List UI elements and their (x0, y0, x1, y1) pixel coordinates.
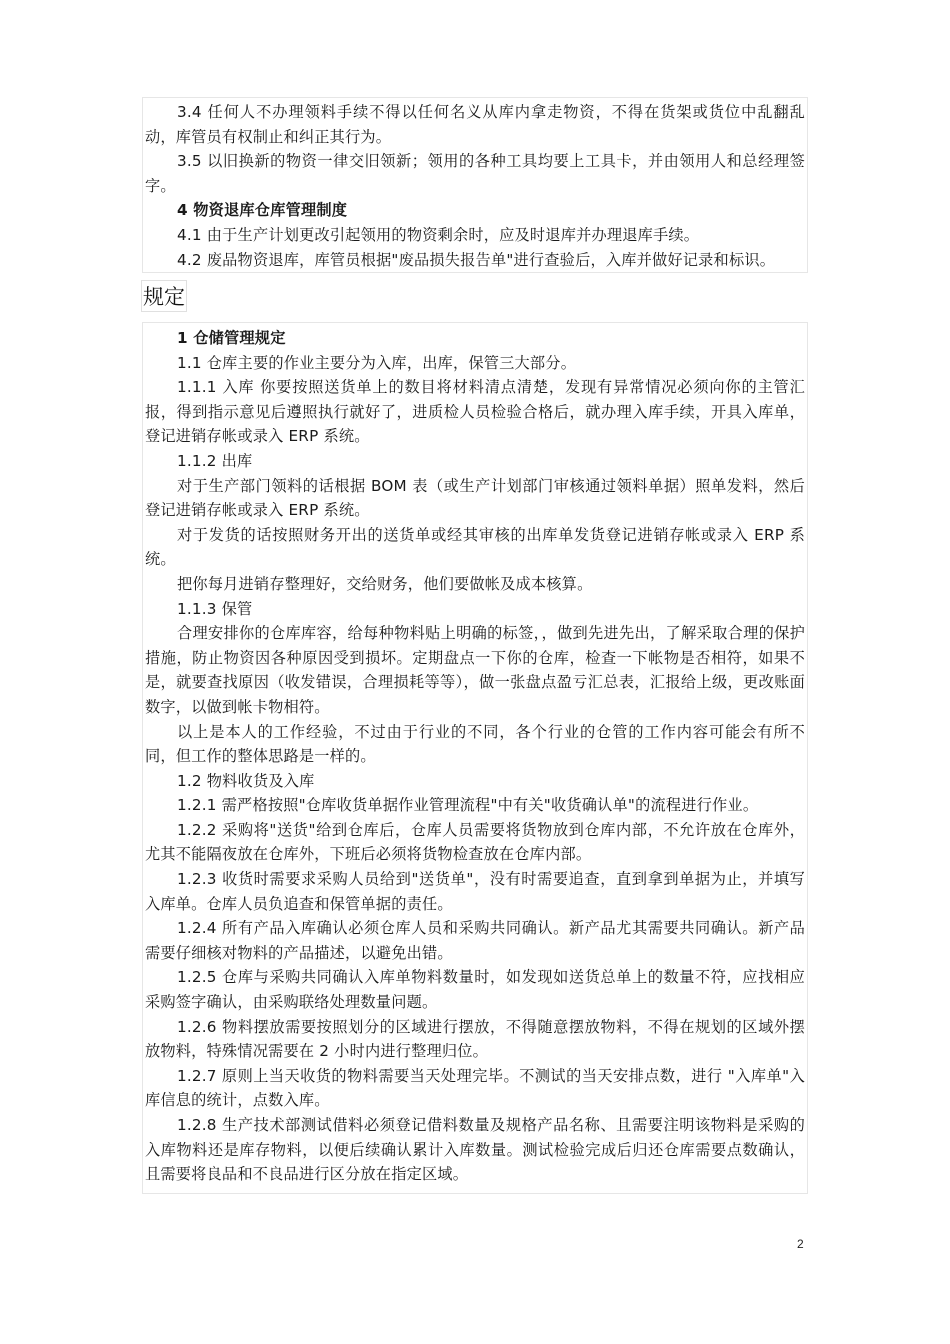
section-subheading: 1 仓储管理规定 (177, 329, 286, 347)
section-subheading: 4 物资退库仓库管理制度 (177, 201, 348, 220)
paragraph: 1.2.4 所有产品入库确认必须仓库人员和采购共同确认。新产品尤其需要共同确认。新产品需要仔细核对物料的产品描述，以避免出错。 (145, 919, 805, 962)
paragraph: 3.4 任何人不办理领料手续不得以任何名义从库内拿走物资，不得在货架或货位中乱翻乱动，库管员有权制止和纠正其行为。 (145, 103, 805, 146)
paragraph: 1.1.2 出库 (177, 451, 253, 470)
paragraph: 1.2.5 仓库与采购共同确认入库单物料数量时，如发现如送货总单上的数量不符，应找相应采购签字确认，由采购联络处理数量问题。 (145, 968, 805, 1012)
paragraph: 1.1.1 入库 你要按照送货单上的数目将材料清点清楚，发现有异常情况必须向你的主管汇报，得到指示意见后遵照执行就好了，进质检人员检验合格后，就办理入库手续，开具入库单，登记进销存帐或录入 ERP 系统。 (145, 378, 805, 446)
paragraph: 合理安排你的仓库库容，给每种物料贴上明确的标签，，做到先进先出，了解采取合理的保护措施，防止物资因各种原因受到损坏。定期盘点一下你的仓库，检查一下帐物是否相符，如果不是，就要查找原因（收发错误，合理损耗等等），做一张盘点盈亏汇总表，汇报给上级，更改账面数字，以做到帐卡物相符。 (145, 624, 805, 716)
paragraph: 1.2.3 收货时需要求采购人员给到"送货单"，没有时需要追查，直到拿到单据为止，并填写入库单。仓库人员负追查和保管单据的责任。 (145, 870, 805, 913)
paragraph: 对于发货的话按照财务开出的送货单或经其审核的出库单发货登记进销存帐或录入 ERP 系统。 (145, 525, 805, 569)
paragraph: 1.1.3 保管 (177, 599, 253, 618)
paragraph: 1.2.2 采购将"送货"给到仓库后，仓库人员需要将货物放到仓库内部，不允许放在仓库外，尤其不能隔夜放在仓库外，下班后必须将货物检查放在仓库内部。 (145, 820, 805, 864)
section-heading-box (141, 280, 187, 312)
paragraph: 1.2.8 生产技术部测试借料必须登记借料数量及规格产品名称、且需要注明该物料是采购的入库物料还是库存物料，以便后续确认累计入库数量。测试检验完成后归还仓库需要点数确认，且需要将良品和不良品进行区分放在指定区域。 (145, 1116, 805, 1184)
paragraph: 4.1 由于生产计划更改引起领用的物资剩余时，应及时退库并办理退库手续。 (177, 225, 700, 244)
page-number: 2 (797, 1237, 804, 1251)
paragraph: 把你每月进销存整理好，交给财务，他们要做帐及成本核算。 (177, 574, 593, 593)
paragraph: 4.2 废品物资退库，库管员根据"废品损失报告单"进行查验后，入库并做好记录和标识。 (177, 250, 776, 269)
top-text-block (142, 97, 808, 273)
paragraph: 1.1 仓库主要的作业主要分为入库，出库，保管三大部分。 (177, 353, 577, 372)
paragraph: 3.5 以旧换新的物资一律交旧领新；领用的各种工具均要上工具卡，并由领用人和总经理签字。 (145, 152, 805, 195)
paragraph: 1.2.1 需严格按照"仓库收货单据作业管理流程"中有关"收货确认单"的流程进行作业。 (177, 796, 759, 815)
paragraph: 以上是本人的工作经验，不过由于行业的不同，各个行业的仓管的工作内容可能会有所不同，但工作的整体思路是一样的。 (145, 722, 805, 766)
paragraph: 1.2 物料收货及入库 (177, 771, 315, 790)
main-text-block (142, 322, 808, 1194)
paragraph: 1.2.6 物料摆放需要按照划分的区域进行摆放，不得随意摆放物料，不得在规划的区域外摆放物料，特殊情况需要在 2 小时内进行整理归位。 (145, 1017, 805, 1061)
section-heading: 规定 (143, 285, 185, 309)
paragraph: 1.2.7 原则上当天收货的物料需要当天处理完毕。不测试的当天安排点数，进行 "入库单"入库信息的统计，点数入库。 (145, 1066, 805, 1110)
paragraph: 对于生产部门领料的话根据 BOM 表（或生产计划部门审核通过领料单据）照单发料，然后登记进销存帐或录入 ERP 系统。 (145, 476, 805, 520)
